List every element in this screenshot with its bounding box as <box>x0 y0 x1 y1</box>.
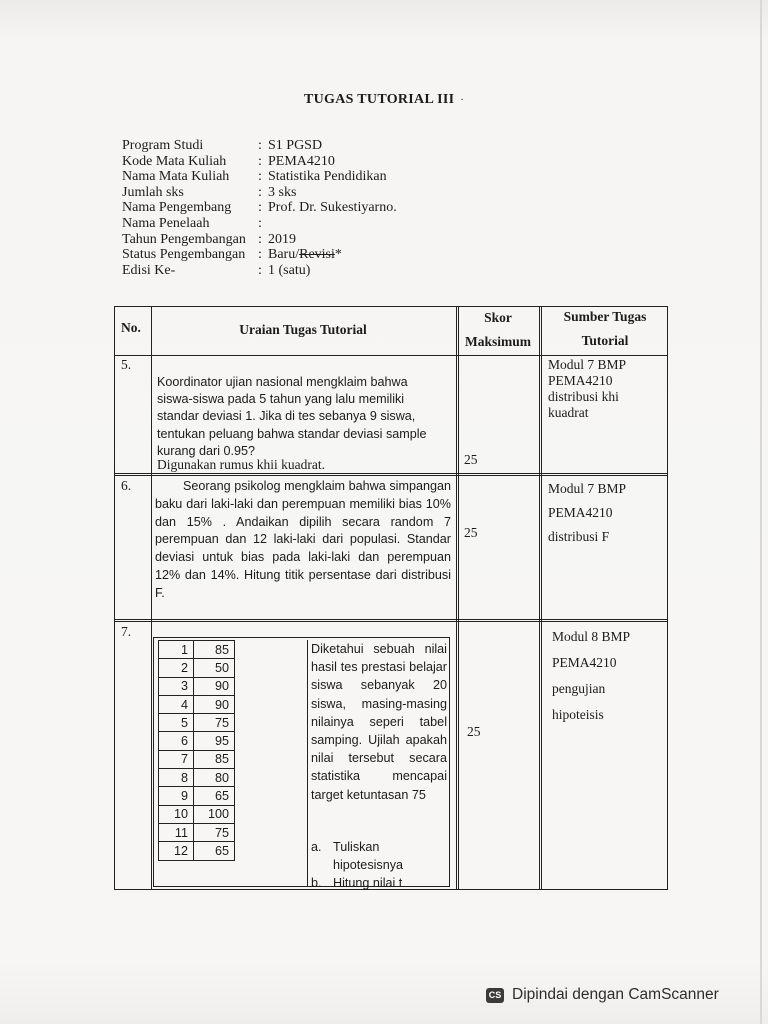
row-5-task: Koordinator ujian nasional mengklaim bahwa siswa-siswa pada 5 tahun yang lalu memiliki standar deviasi 1. Jika di tes sebanya 9 siswa, tentukan peluang bahwa standar deviasi sample kurang dari 0.95? <box>157 375 427 458</box>
info-row-edisi: Edisi Ke- : 1 (satu) <box>122 262 311 278</box>
row-6-source: Modul 7 BMP PEMA4210 distribusi F <box>548 481 627 544</box>
camscanner-logo-icon: CS <box>486 988 504 1003</box>
row-divider <box>115 355 667 356</box>
row-5-no: 5. <box>121 357 132 372</box>
info-row-status-pengembangan: Status Pengembangan : Baru/ Revisi * <box>122 247 342 263</box>
table-row: 7 85 <box>159 750 235 768</box>
struck-text: Revisi <box>299 247 335 263</box>
row-6-task: Seorang psikolog mengklaim bahwa simpangan baku dari laki-laki dan perempuan memiliki bias 10% dan 15% . Andaikan dipilih secara random 7 perempuan dan 12 laki-laki dari populasi. Standar deviasi untuk bias pada laki-laki dan perempuan 12% dan 14%. Hitung titik persentase dari distribusi F. <box>155 479 451 600</box>
sub-item-b: b. Hitung nilai t <box>311 876 403 891</box>
row-7-source: Modul 8 BMP PEMA4210 pengujian hipoteisis <box>552 629 631 722</box>
table-row: 3 90 <box>159 677 235 695</box>
header-sumber-1: Sumber Tugas <box>563 309 647 324</box>
col-divider <box>151 307 152 889</box>
title-mark: · <box>460 95 465 106</box>
row-7-subitems <box>311 838 447 893</box>
table-row: 4 90 <box>159 695 235 713</box>
row-5-score: 25 <box>464 452 478 467</box>
table-row: 9 65 <box>159 787 235 805</box>
col-divider <box>456 307 459 889</box>
document-title: TUGAS TUTORIAL III · <box>303 92 465 107</box>
table-row: 5 75 <box>159 714 235 732</box>
table-row: 11 75 <box>159 823 235 841</box>
camscanner-text: Dipindai dengan CamScanner <box>512 986 719 1003</box>
row-5-source: Modul 7 BMP PEMA4210 distribusi khi kuadrat <box>548 357 627 420</box>
header-no: No. <box>121 320 141 335</box>
table-row: 8 80 <box>159 769 235 787</box>
table-row: 10 100 <box>159 805 235 823</box>
page-edge <box>760 0 762 1024</box>
header-skor-2: Maksimum <box>464 334 531 349</box>
table-row: 12 65 <box>159 842 235 860</box>
table-row: 1 85 <box>159 641 235 659</box>
camscanner-watermark <box>486 986 719 1004</box>
row-7-no: 7. <box>121 624 132 639</box>
header-skor-1: Skor <box>484 310 512 325</box>
table-row: 6 95 <box>159 732 235 750</box>
row-6-score: 25 <box>464 525 478 540</box>
table-row: 2 50 <box>159 659 235 677</box>
info-row-kode-mata-kuliah: Kode Mata Kuliah : PEMA4210 <box>122 153 335 169</box>
info-row-nama-pengembang: Nama Pengembang : Prof. Dr. Sukestiyarno. <box>122 200 397 216</box>
row-divider <box>115 473 667 476</box>
info-row-nama-penelaah: Nama Penelaah : <box>122 215 262 231</box>
row-6-no: 6. <box>121 478 132 493</box>
sub-item-a: a. Tuliskan hipotesisnya <box>311 840 404 873</box>
row-7-task: Diketahui sebuah nilai hasil tes prestasi belajar siswa sebanyak 20 siswa, masing-masing nilainya seperi tabel samping. Ujilah apakah nilai tersebut secara statistika mencapai target ketuntasan 75 <box>311 642 447 802</box>
info-row-jumlah-sks: Jumlah sks : 3 sks <box>122 184 297 200</box>
col-divider <box>539 307 542 889</box>
info-row-nama-mata-kuliah: Nama Mata Kuliah : Statistika Pendidikan <box>122 169 387 185</box>
header-sumber-2: Tutorial <box>581 333 629 348</box>
header-uraian: Uraian Tugas Tutorial <box>239 322 367 337</box>
info-row-tahun-pengembangan: Tahun Pengembangan : 2019 <box>122 231 296 247</box>
score-data-table <box>158 640 235 861</box>
course-info <box>122 138 397 278</box>
row-7-score: 25 <box>467 724 481 739</box>
info-row-program-studi: Program Studi : S1 PGSD <box>122 138 323 153</box>
row-5-note: Digunakan rumus khii kuadrat. <box>157 457 325 472</box>
row-divider <box>115 619 667 622</box>
row-7-frame-divider <box>307 640 308 887</box>
